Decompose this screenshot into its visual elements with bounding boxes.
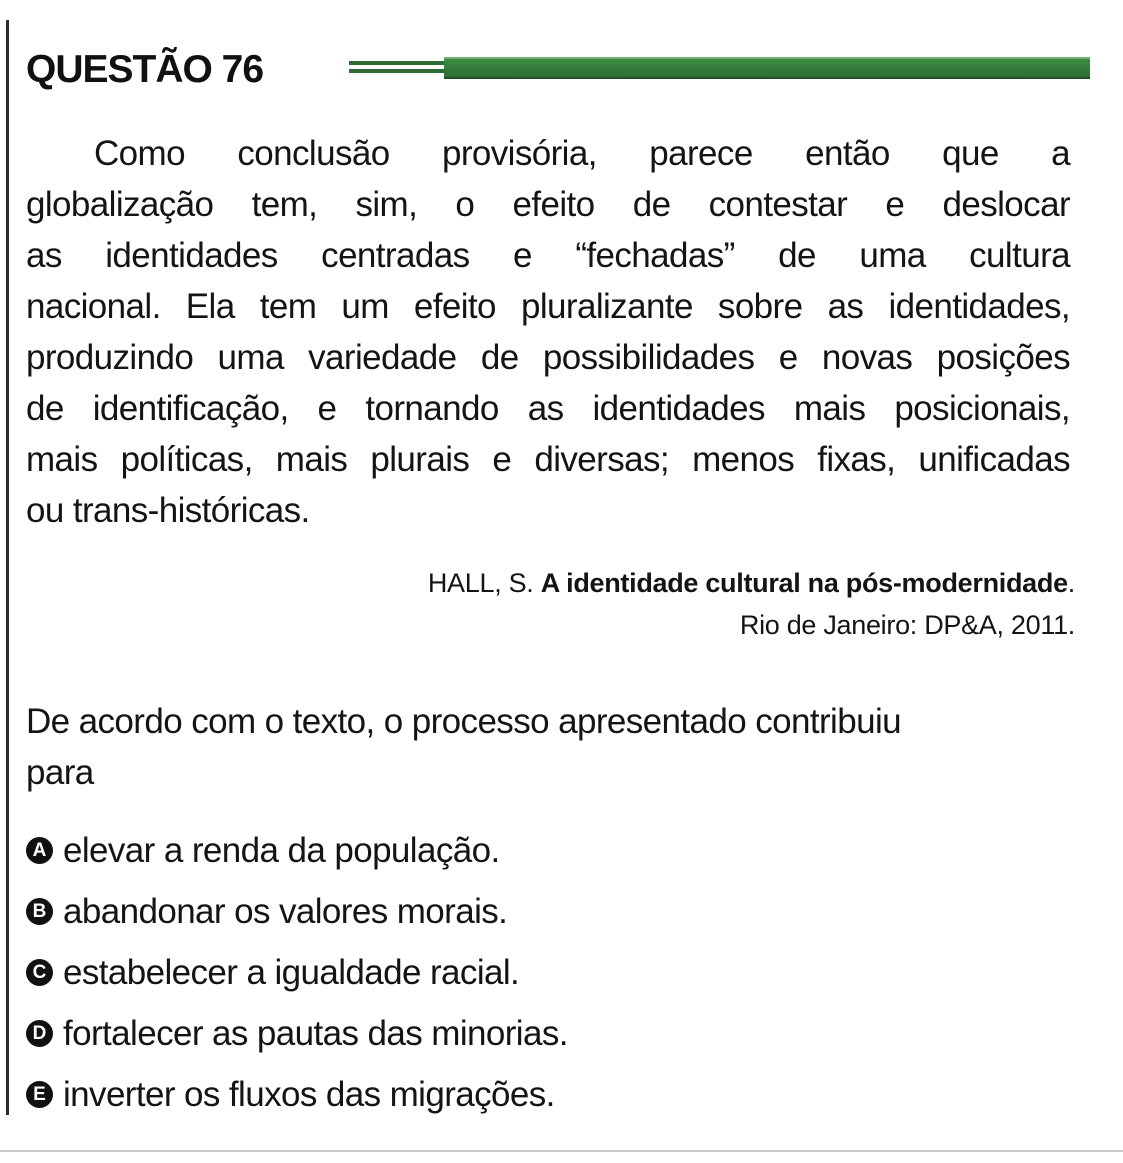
passage-line: Como conclusão provisória, parece então que a xyxy=(94,134,1070,173)
header-rule-bar xyxy=(444,57,1090,79)
passage-line: as identidades centradas e “fechadas” de uma cultura xyxy=(26,236,1070,275)
passage-line: de identificação, e tornando as identidades mais posicionais, xyxy=(26,389,1070,428)
question-title: QUESTÃO 76 xyxy=(26,48,264,91)
option-text: fortalecer as pautas das minorias. xyxy=(63,1013,568,1053)
header-rule-thin-bottom xyxy=(349,69,444,73)
passage-line: produzindo uma variedade de possibilidades e novas posições xyxy=(26,338,1070,377)
question-prompt xyxy=(26,696,1074,798)
option-e[interactable] xyxy=(26,1064,1026,1125)
answer-options xyxy=(26,820,1026,1125)
passage-line: globalização tem, sim, o efeito de contestar e deslocar xyxy=(26,185,1070,224)
option-letter-badge: C xyxy=(26,959,53,986)
prompt-line: De acordo com o texto, o processo apresentado contribuiu xyxy=(26,702,901,741)
prompt-line: para xyxy=(26,753,94,792)
left-margin-rule xyxy=(6,20,9,1115)
header-rule-thin-top xyxy=(349,61,444,65)
bottom-divider xyxy=(0,1150,1123,1152)
citation-line-1 xyxy=(175,562,1075,604)
passage-line: nacional. Ela tem um efeito pluralizante sobre as identidades, xyxy=(26,287,1070,326)
option-letter-badge: A xyxy=(26,837,53,864)
citation-publisher: Rio de Janeiro: DP&A, 2011. xyxy=(739,610,1075,640)
option-text: elevar a renda da população. xyxy=(63,830,500,870)
passage-text xyxy=(26,128,1070,536)
citation-author: HALL, S. xyxy=(427,568,534,598)
option-c[interactable] xyxy=(26,942,1026,1003)
option-a[interactable] xyxy=(26,820,1026,881)
option-letter-badge: B xyxy=(26,898,53,925)
passage-line: mais políticas, mais plurais e diversas; menos fixas, unificadas xyxy=(26,440,1070,479)
citation xyxy=(175,562,1075,646)
citation-work-title: A identidade cultural na pós-modernidade xyxy=(540,568,1068,598)
passage-line: ou trans-históricas. xyxy=(26,491,310,530)
question-header xyxy=(26,44,1066,96)
option-letter-badge: D xyxy=(26,1020,53,1047)
option-text: estabelecer a igualdade racial. xyxy=(63,952,520,992)
option-d[interactable] xyxy=(26,1003,1026,1064)
option-letter-badge: E xyxy=(26,1081,53,1108)
citation-period: . xyxy=(1067,568,1075,598)
option-b[interactable] xyxy=(26,881,1026,942)
option-text: inverter os fluxos das migrações. xyxy=(63,1074,555,1114)
option-text: abandonar os valores morais. xyxy=(63,891,508,931)
